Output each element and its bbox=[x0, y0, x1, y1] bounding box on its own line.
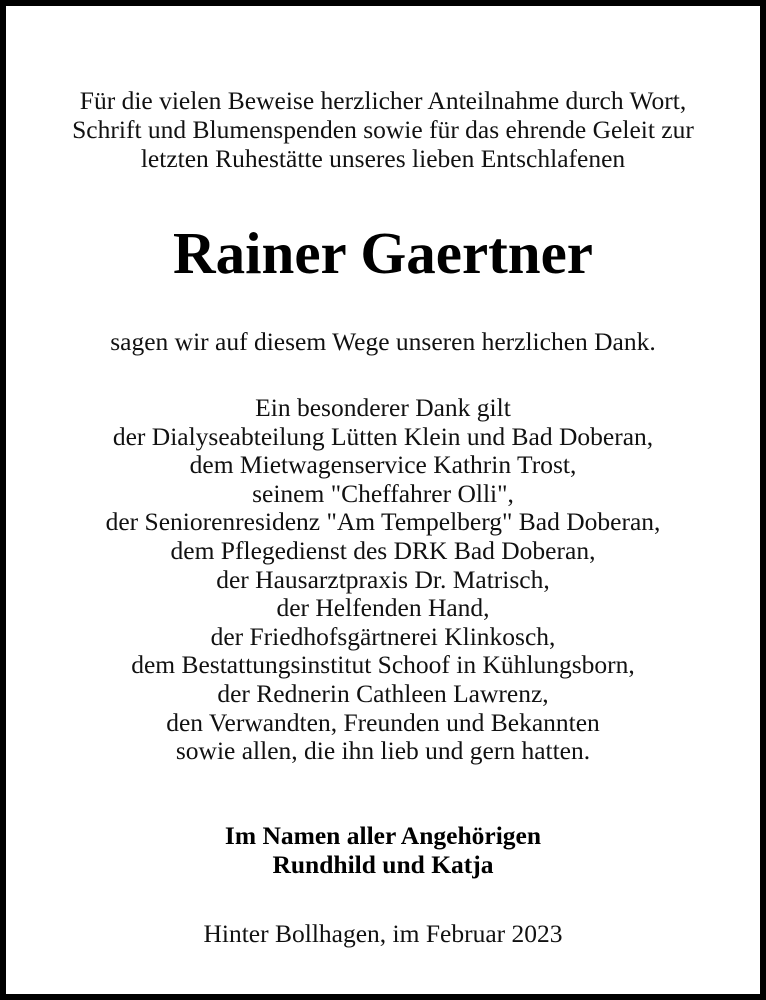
special-thanks-line: der Seniorenresidenz "Am Tempelberg" Bad Doberan, bbox=[105, 507, 661, 537]
special-thanks-line: der Helfenden Hand, bbox=[276, 593, 490, 623]
special-thanks-line: seinem "Cheffahrer Olli", bbox=[252, 478, 514, 508]
signature-line: Rundhild und Katja bbox=[272, 849, 494, 879]
special-thanks-line: der Hausarztpraxis Dr. Matrisch, bbox=[216, 564, 550, 594]
thanks-line: sagen wir auf diesem Wege unseren herzlichen Dank. bbox=[110, 327, 656, 356]
special-thanks-list bbox=[6, 394, 760, 766]
special-thanks-line: den Verwandten, Freunden und Bekannten bbox=[166, 707, 600, 737]
signature bbox=[6, 822, 760, 879]
signature-line: Im Namen aller Angehörigen bbox=[224, 821, 542, 850]
intro-line: Für die vielen Beweise herzlicher Anteilnahme durch Wort, bbox=[79, 86, 687, 115]
deceased-name: Rainer Gaertner bbox=[173, 220, 593, 286]
special-thanks-line: der Friedhofsgärtnerei Klinkosch, bbox=[210, 621, 556, 651]
special-thanks-line: der Rednerin Cathleen Lawrenz, bbox=[217, 678, 549, 708]
special-thanks-line: Ein besonderer Dank gilt bbox=[255, 393, 511, 422]
special-thanks-line: dem Pflegedienst des DRK Bad Doberan, bbox=[170, 535, 596, 565]
intro-line: letzten Ruhestätte unseres lieben Entschlafenen bbox=[140, 144, 626, 173]
special-thanks-line: dem Bestattungsinstitut Schoof in Kühlungsborn, bbox=[131, 650, 635, 680]
special-thanks-line: dem Mietwagenservice Kathrin Trost, bbox=[189, 450, 577, 480]
intro-line: Schrift und Blumenspenden sowie für das ehrende Geleit zur bbox=[72, 115, 694, 144]
place-date: Hinter Bollhagen, im Februar 2023 bbox=[203, 919, 563, 948]
special-thanks-line: sowie allen, die ihn lieb und gern hatten. bbox=[175, 736, 591, 766]
special-thanks-line: der Dialyseabteilung Lütten Klein und Bad Doberan, bbox=[112, 421, 654, 451]
intro-paragraph bbox=[6, 86, 760, 173]
